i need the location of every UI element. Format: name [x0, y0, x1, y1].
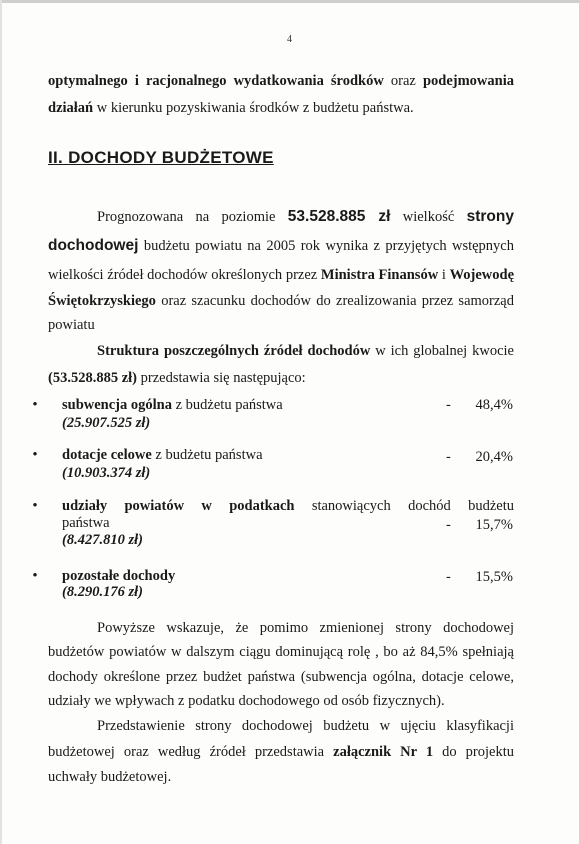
- scan-edge-left: [0, 0, 2, 844]
- scan-edge-top: [0, 0, 579, 3]
- percent-value: 15,5%: [475, 569, 513, 585]
- para3-line-1: Powyższe wskazuje, że pomimo zmienionej strony dochodowej: [97, 620, 514, 636]
- amount-value: (10.903.374 zł): [62, 465, 151, 481]
- percent-value: 20,4%: [475, 449, 513, 465]
- para3-line-4: udziały we wpływach z podatku dochodowego od osób fizycznych).: [48, 693, 445, 709]
- bullet-icon: •: [32, 447, 38, 463]
- percent-value: 48,4%: [475, 397, 513, 413]
- para2-line-1: Struktura poszczególnych źródeł dochodów w ich globalnej kwocie: [97, 343, 514, 359]
- bullet-icon: •: [32, 568, 38, 584]
- section-heading: II. DOCHODY BUDŻETOWE: [48, 148, 274, 167]
- intro-line-1: optymalnego i racjonalnego wydatkowania środków oraz podejmowania: [48, 73, 514, 89]
- amount-value: (8.290.176 zł): [62, 584, 143, 600]
- para1-line-4: Świętokrzyskiego oraz szacunku dochodów do zrealizowania przez samorząd: [48, 293, 514, 309]
- para4-line-2: budżetowej oraz według źródeł przedstawia załącznik Nr 1 do projektu: [48, 744, 515, 760]
- para3-line-3: dochody określone przez budżet państwa (subwencja ogólna, dotacje celowe,: [48, 669, 514, 685]
- para1-line-3: wielkości źródeł dochodów określonych przez Ministra Finansów i Wojewodę: [48, 267, 515, 283]
- para1-line-2: dochodowej budżetu powiatu na 2005 rok wynika z przyjętych wstępnych: [48, 237, 514, 254]
- para4-line-1: Przedstawienie strony dochodowej budżetu w ujęciu klasyfikacji: [97, 718, 514, 734]
- total-income-amount: 53.528.885 zł: [287, 208, 391, 225]
- amount-value: (25.907.525 zł): [62, 415, 151, 431]
- page-number: 4: [287, 34, 292, 45]
- para4-line-3: uchwały budżetowej.: [48, 769, 172, 785]
- para2-line-2: (53.528.885 zł) przedstawia się następująco:: [48, 370, 306, 386]
- percent-value: 15,7%: [475, 517, 513, 533]
- bullet-icon: •: [32, 397, 38, 413]
- bullet-icon: •: [32, 498, 38, 514]
- amount-value: (8.427.810 zł): [62, 532, 143, 548]
- intro-line-2: działań w kierunku pozyskiwania środków z budżetu państwa.: [48, 100, 414, 116]
- para1-line-5: powiatu: [48, 317, 95, 333]
- para3-line-2: budżetów powiatów w dalszym ciągu dominującą rolę , bo aż 84,5% spełniają: [48, 644, 514, 660]
- para1-line-1: Prognozowana na poziomie 53.528.885 zł wielkość strony: [97, 208, 514, 225]
